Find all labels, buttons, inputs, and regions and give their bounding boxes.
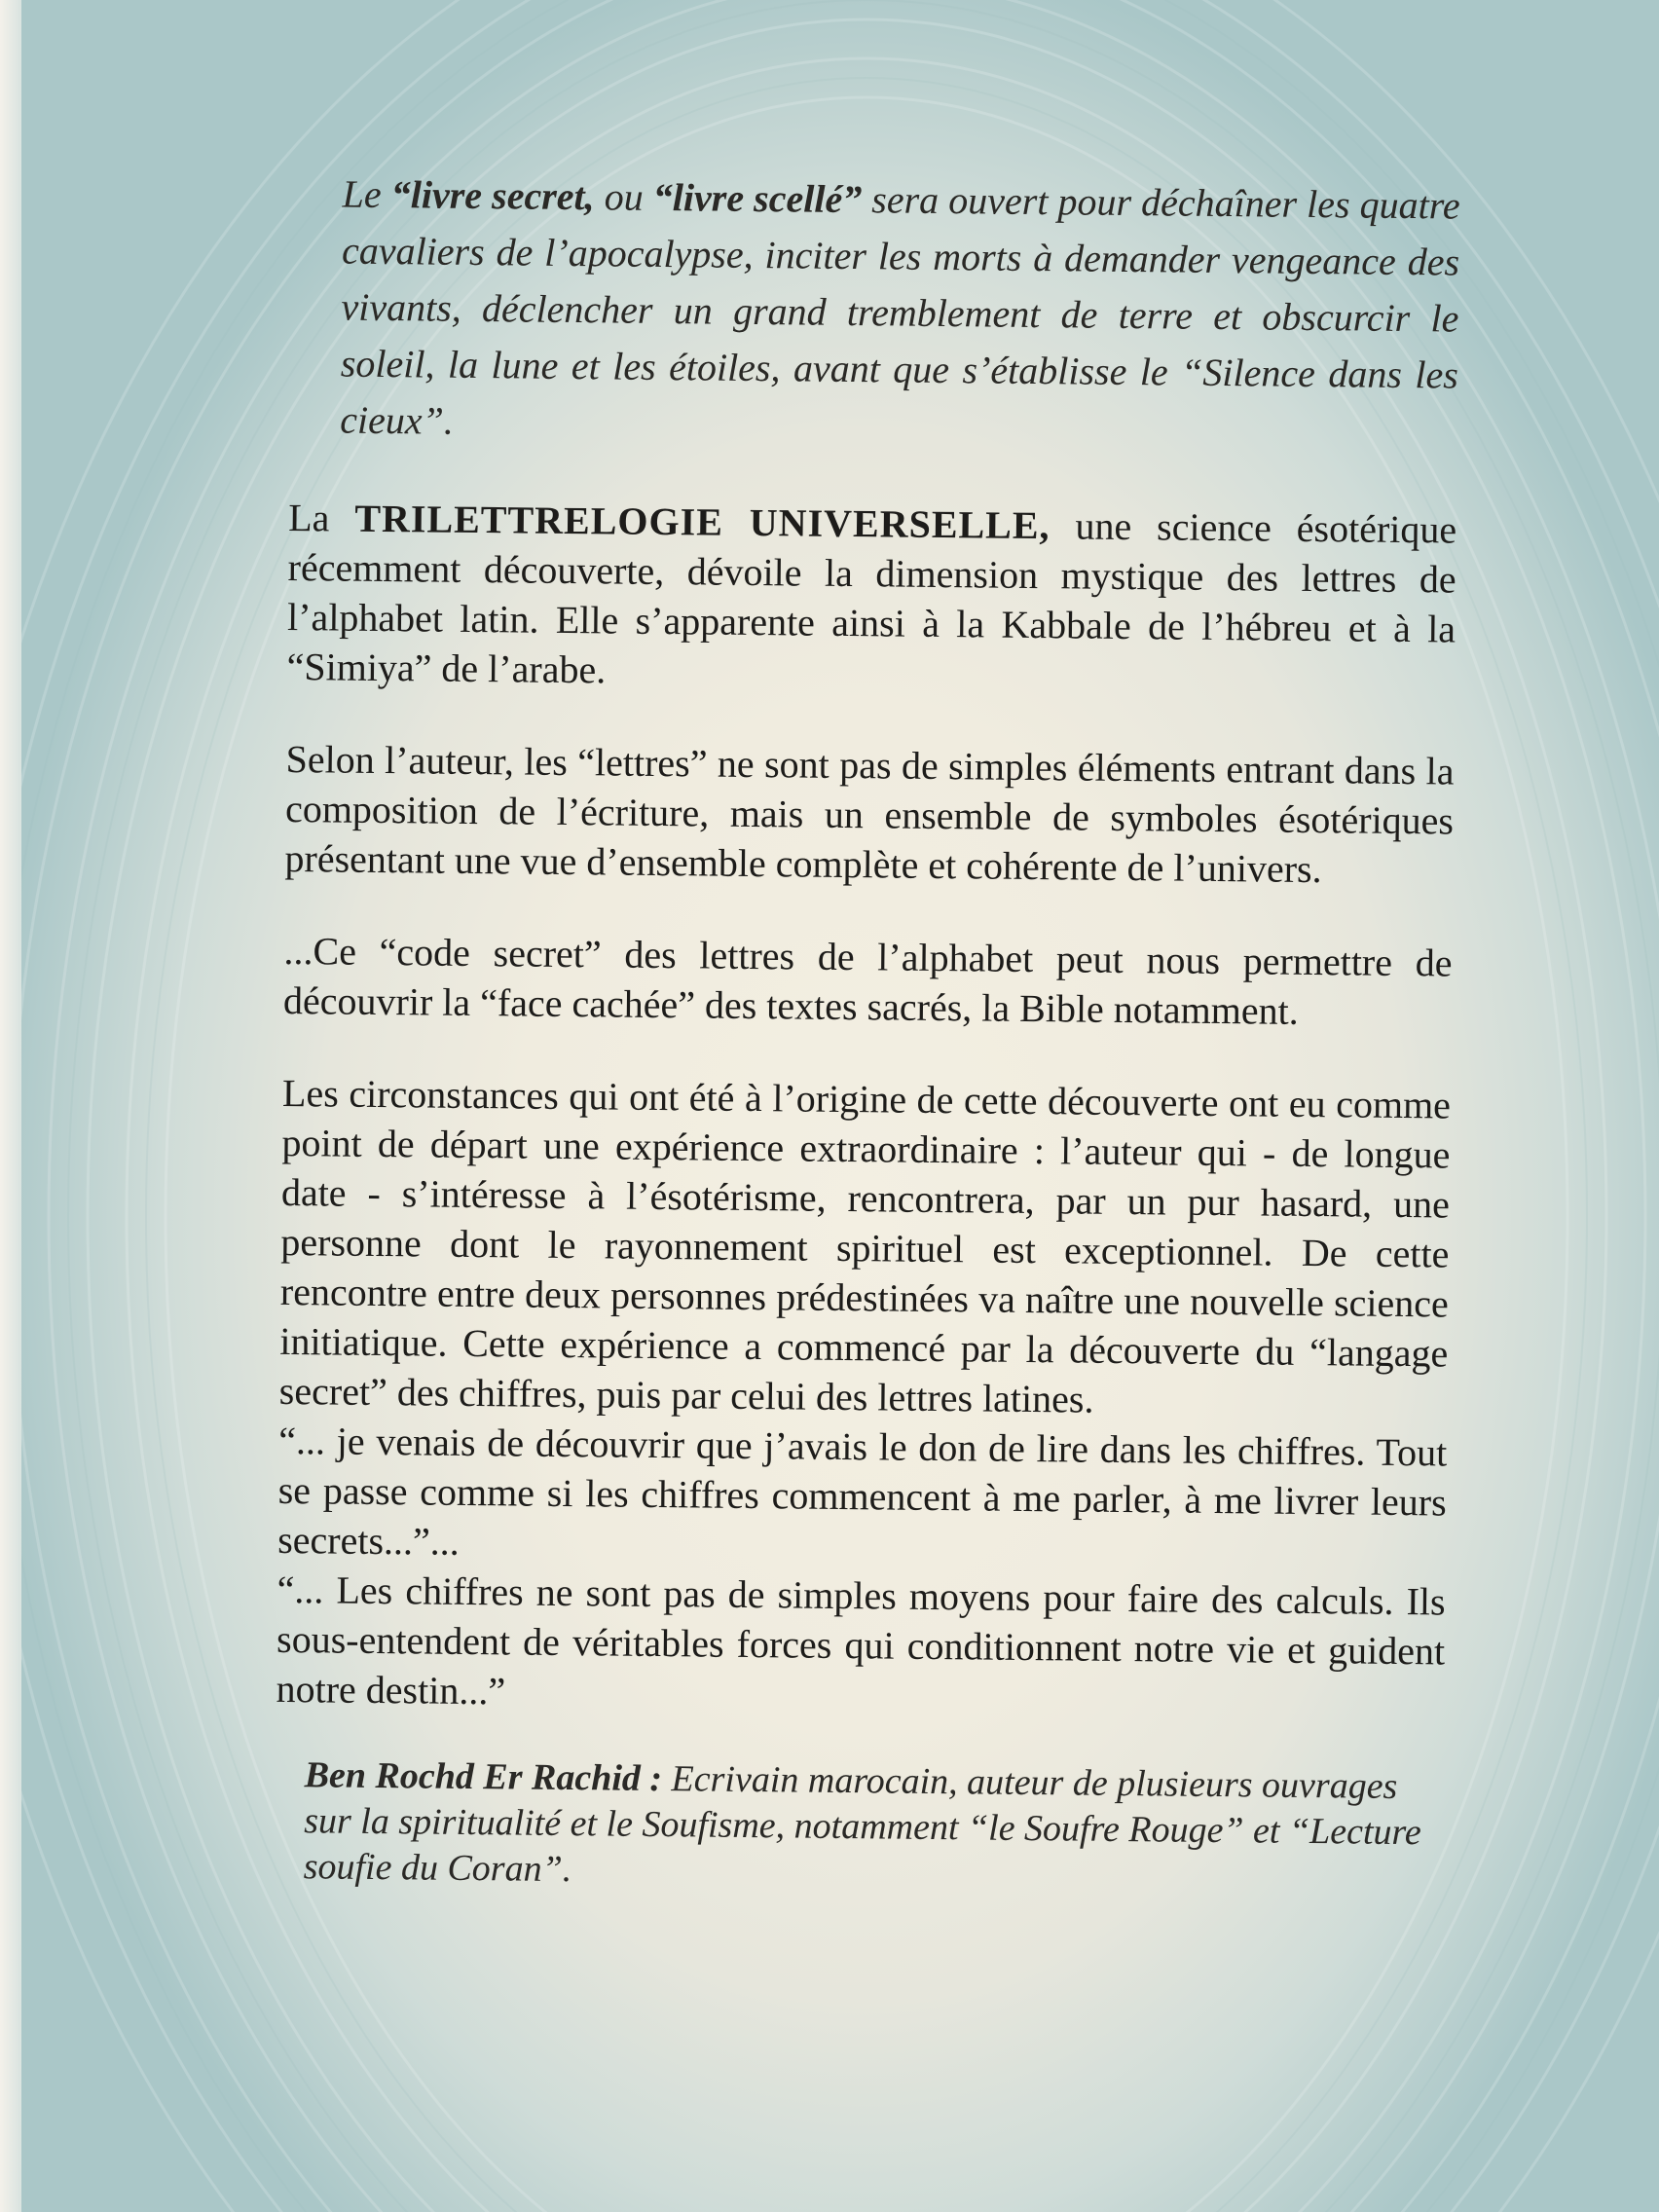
- science-title: TRILETTRELOGIE UNIVERSELLE,: [354, 496, 1051, 548]
- author-description: Ecrivain marocain, auteur de plusieurs ouvrages sur la spiritualité et le Soufisme, notamment “le Soufre Rouge” et “Lecture soufie du Coran”.: [303, 1758, 1422, 1891]
- quote-chiffres-1: “... je venais de découvrir que j’avais le don de lire dans les chiffres. Tout se passe comme si les chiffres commencent à me parler, à me livrer leurs secrets...”...: [276, 1418, 1448, 1564]
- paragraph-text: La: [287, 495, 355, 540]
- paragraph-circonstances: Les circonstances qui ont été à l’origine de cette découverte ont eu comme point de départ une expérience extraordinaire : l’auteur qui - de longue date - s’intéresse à l’ésotérisme, rencontrera, par un pur hasard, une personne dont le rayonnement spirituel est exceptionnel. De cette rencontre entre deux personnes prédestinées va naître une nouvelle science initiatique. Cette expérience a commencé par la découverte du “langage secret” des chiffres, puis par celui des lettres latines.: [278, 1070, 1452, 1421]
- back-cover-text: [274, 166, 1459, 1901]
- intro-bold-livre-scelle: “livre scellé”: [652, 174, 863, 222]
- paragraph-text: une science ésotérique récemment découverte, dévoile la dimension mystique des lettres de l’alphabet latin. Elle s’apparente ainsi à la Kabbale de l’hébreu et à la “Simiya” de l’arabe.: [286, 503, 1457, 692]
- paragraph-code-secret: ...Ce “code secret” des lettres de l’alphabet peut nous permettre de découvrir la “face cachée” des textes sacrés, la Bible notamment.: [282, 928, 1453, 1033]
- intro-bold-livre-secret: “livre secret,: [390, 172, 595, 219]
- intro-text: Le: [342, 171, 392, 217]
- quote-chiffres-2: “... Les chiffres ne sont pas de simples moyens pour faire des calculs. Ils sous-entendent de véritables forces qui conditionnent notre vie et guident notre destin...”: [276, 1567, 1446, 1714]
- paragraph-lettres: Selon l’auteur, les “lettres” ne sont pas de simples éléments entrant dans la composition de l’écriture, mais un ensemble de symboles ésotériques présentant une vue d’ensemble complète et cohérente de l’univers.: [284, 736, 1455, 892]
- cover-edge: [0, 0, 21, 2212]
- intro-text: sera ouvert pour déchaîner les quatre cavaliers de l’apocalypse, inciter les morts à demander vengeance des vivants, déclencher un grand tremblement de terre et obscurcir le soleil, la lune et les étoiles, avant que s’établisse le “Silence dans les cieux”.: [340, 177, 1460, 443]
- intro-text: ou: [594, 174, 654, 219]
- paragraph-trilettrelogie: [286, 493, 1456, 704]
- intro-paragraph: [340, 166, 1460, 461]
- author-bio: [303, 1752, 1443, 1901]
- author-name: Ben Rochd Er Rachid :: [304, 1754, 663, 1800]
